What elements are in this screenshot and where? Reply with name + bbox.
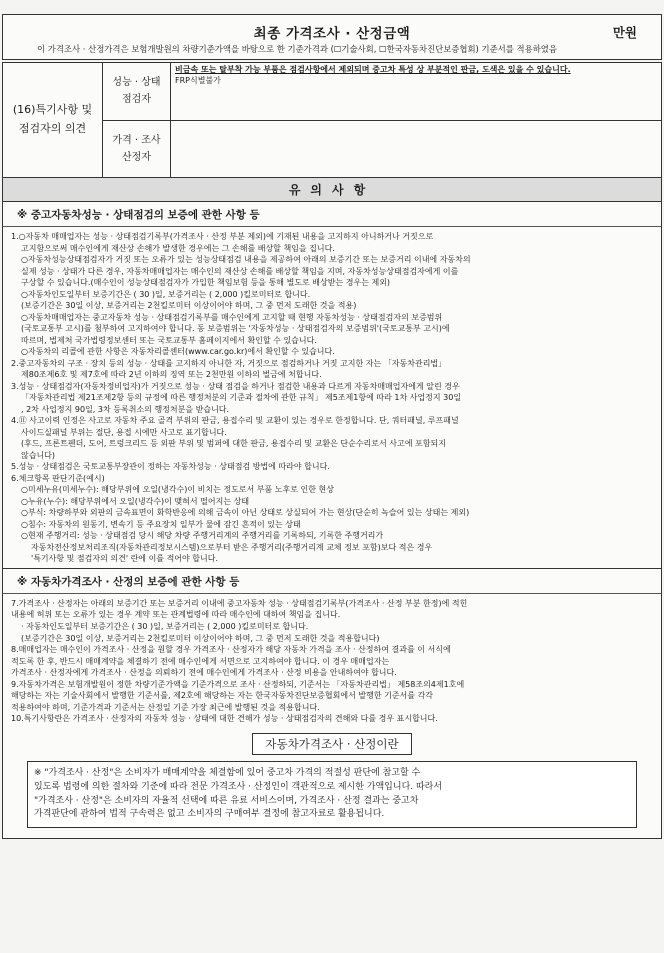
note-line: (국토교통부 고시)를 첨부하여 고지하여야 합니다. 동 보증범위는 '자동차성능 · 상태점검자의 보증범위'(국토교통부 고시)에 <box>21 324 450 334</box>
appraiser-label-line2: 산정자 <box>122 151 151 163</box>
note-line: 않습니다) <box>21 450 56 460</box>
note-line: 적용하여야 하며, 기준가격과 기준서는 산정일 기준 가장 최근에 발행된 것을 적용합니다. <box>11 702 320 712</box>
inspector-label-line1: 성능 · 상태 <box>112 77 161 89</box>
explain-line: 가격판단에 관하여 법적 구속력은 없고 소비자의 구매여부 결정에 참고자료로 활용됩니다. <box>34 809 385 820</box>
special-notes-label-line2: 점검자의 의견 <box>18 122 87 135</box>
final-price-title: 최종 가격조사 · 산정금액 <box>253 26 411 42</box>
note-line: 고지함으로써 매수인에게 재산상 손해가 발생한 경우에는 그 손해를 배상할 책임을 집니다. <box>21 243 335 253</box>
final-price-box <box>2 14 662 60</box>
note-line: (후드, 프론트펜더, 도어, 트렁크리드 등 외판 부위 및 범퍼에 대한 판금, 용접수리 및 교환은 단순수리로서 사고에 포함되지 <box>21 439 446 449</box>
note-line: 4.⑪ 사고이력 인정은 사고로 자동차 주요 골격 부위의 판금, 용접수리 및 교환이 있는 경우로 한정합니다. 단, 쿼터패널, 루프패널 <box>11 416 459 426</box>
note-line: ○자동차매매업자는 중고자동차 성능 · 상태점검기록부를 매수인에게 고지할 때 현행 자동차성능 · 상태점검자의 보증범위 <box>21 312 443 322</box>
note-line: 실제 성능 · 상태가 다른 경우, 자동차매매업자는 매수인의 재산상 손해를 배상할 책임을 지며, 자동차성능상태점검자에게 이를 <box>21 266 459 276</box>
explain-line: 있도록 법령에 의한 절차와 기준에 따라 전문 가격조사 · 산정인이 객관적으로 제시한 가액입니다. 따라서 <box>34 781 443 792</box>
note-line: 「자동차관리법 제21조제2항 등의 규정에 따른 행정처분의 기준과 절차에 관한 규칙」 제5조제1항에 따라 1차 사업정지 30일 <box>21 393 462 403</box>
note-line: ○미세누유(미세누수): 해당부위에 오일(냉각수)이 비치는 정도로서 부품 노후로 인한 현상 <box>21 485 334 495</box>
appraiser-opinion-row <box>103 120 661 178</box>
note-line: ○누유(누수): 해당부위에서 오일(냉각수)이 맺혀서 떨어지는 상태 <box>21 496 250 506</box>
special-notes-table <box>2 62 662 178</box>
note-line: 8.매매업자는 매수인이 가격조사 · 산정을 원할 경우 가격조사 · 산정자가 해당 자동차 가격을 조사 · 산정하여 결과를 이 서식에 <box>11 645 451 655</box>
notes-header: 유의사항 <box>3 178 661 202</box>
note-line: 사이드실패널 부위는 절단, 용접 시에만 사고로 표기합니다. <box>21 427 227 437</box>
inspector-opinion-row <box>103 63 661 120</box>
notes-section <box>2 178 662 839</box>
note-line: ○자동차의 리콜에 관한 사항은 자동차리콜센터(www.car.go.kr)에서 확인할 수 있습니다. <box>21 347 335 357</box>
note-line: 내용에 허위 또는 오류가 있는 경우 계약 또는 관계법령에 따라 매수인에 대하여 책임을 집니다. <box>11 610 341 620</box>
note-line: ○부식: 차량하부와 외판의 금속표면이 화학반응에 의해 금속이 아닌 상태로 상실되어 가는 현상(단순히 녹슬어 있는 상태는 제외) <box>21 508 470 518</box>
inspector-opinion-line2: FRP식별불가 <box>175 75 221 85</box>
note-line: ○현재 주행거리: 성능 · 상태점검 당시 해당 차량 주행거리계의 주행거리를 기록하되, 기록한 주행거리가 <box>21 531 384 541</box>
section2-title: ※ 자동차가격조사 · 산정의 보증에 관한 사항 등 <box>3 568 661 594</box>
price-unit: 만원 <box>612 25 637 40</box>
note-line: 9.자동차가격은 보험개발원이 정한 차량기준가액을 기준가격으로 조사 · 산정하되, 기준서는 「자동차관리법」 제58조의4제1호에 <box>11 679 465 689</box>
note-line: 2.중고자동차의 구조 · 장치 등의 성능 · 상태를 고지하지 아니한 자, 거짓으로 점검하거나 거짓 고지한 자는 「자동차관리법」 <box>11 358 447 368</box>
appraiser-opinion-text <box>171 121 661 178</box>
note-line: , 2차 사업정지 90일, 3차 등록취소의 행정처분을 받습니다. <box>21 404 230 414</box>
note-line: 10.특기사항란은 가격조사 · 산정자의 자동차 성능 · 상태에 대한 견해가 성능 · 상태점검자의 견해와 다를 경우 표시합니다. <box>11 714 438 724</box>
inspector-opinion-line1: 비금속 또는 탈부착 가능 부품은 점검사항에서 제외되며 중고차 특성 상 부분적인 판금, 도색은 있을 수 있습니다. <box>175 65 571 74</box>
note-line: ○자동차인도일부터 보증기간은 ( 30 )일, 보증거리는 ( 2,000 )킬로미터로 합니다. <box>21 289 311 299</box>
note-line: 1.○자동차 매매업자는 성능 · 상태점검기록부(가격조사 · 산정 부분 제외)에 기재된 내용을 고지하지 아니하거나 거짓으로 <box>11 232 434 241</box>
note-line: ○자동차성능상태점검자가 거짓 또는 오류가 있는 성능상태점검 내용을 제공하여 아래의 보증기간 또는 보증거리 이내에 자동차의 <box>21 255 471 265</box>
price-basis-note: 이 가격조사 · 산정가격은 보험개발원의 차량기준가액을 바탕으로 한 기준가격과 (☐기술사회, ☐한국자동차진단보증협회) 기준서를 적용하였음 <box>37 44 557 54</box>
explain-box <box>27 761 637 829</box>
section1-title: ※ 중고자동차성능 · 상태점검의 보증에 관한 사항 등 <box>3 202 661 227</box>
appraiser-label <box>103 121 171 178</box>
explain-title: 자동차가격조사 · 산정이란 <box>252 733 412 755</box>
note-line: '특기사항 및 점검자의 의견' 란에 이를 적어야 합니다. <box>31 554 219 564</box>
note-line: 제80조제6호 및 제7호에 따라 2년 이하의 징역 또는 2천만원 이하의 벌금에 처합니다. <box>21 370 322 380</box>
appraiser-label-line1: 가격 · 조사 <box>112 134 161 146</box>
note-line: (보증기간은 30일 이상, 보증거리는 2천킬로미터 이상이어야 하며, 그 중 먼저 도래한 것을 적용) <box>21 301 357 311</box>
special-notes-label-line1: (16)특기사항 및 <box>12 103 93 117</box>
special-notes-label <box>3 63 103 177</box>
note-line: 6.체크항목 판단기준(예시) <box>11 473 105 483</box>
note-line: 7.가격조사 · 산정자는 아래의 보증기간 또는 보증거리 이내에 중고자동차 성능 · 상태점검기록부(가격조사 · 산정 부분 한정)에 적힌 <box>11 598 468 608</box>
note-line: 3.성능 · 상태점검자(자동차정비업자)가 거짓으로 성능 · 상태 점검을 하거나 점검한 내용과 다르게 자동차매매업자에게 알린 경우 <box>11 381 460 391</box>
note-line: 자동차전산정보처리조직(자동차관리정보시스템)으로부터 받은 주행거리(주행거리계 교체 정보 포함)보다 적은 경우 <box>31 542 433 552</box>
inspector-label-line2: 점검자 <box>122 94 151 106</box>
explain-line: "가격조사 · 산정"은 소비자의 자율적 선택에 따른 유료 서비스이며, 가격조사 · 산정 결과는 중고차 <box>34 795 419 806</box>
explain-line: ※ "가격조사 · 산정"은 소비자가 매매계약을 체결함에 있어 중고차 가격의 적절성 판단에 참고할 수 <box>34 767 421 778</box>
section2-body <box>3 594 661 725</box>
note-line: ○침수: 자동차의 원동기, 변속기 등 주요장치 일부가 물에 잠긴 흔적이 있는 상태 <box>21 519 301 529</box>
note-line: 적도록 한 후, 반드시 매매계약을 체결하기 전에 매수인에게 서면으로 고지하여야 합니다. 이 경우 매매업자는 <box>11 656 390 666</box>
inspector-opinion-text <box>171 63 661 120</box>
note-line: · 자동차인도일부터 보증기간은 ( 30 )일, 보증거리는 ( 2,000 )킬로미터로 합니다. <box>21 621 309 631</box>
note-line: 따르며, 법제처 국가법령정보센터 또는 국토교통부 홈페이지에서 확인할 수 있습니다. <box>21 335 317 345</box>
note-line: 구상할 수 있습니다.(매수인이 성능상태점검자가 가입한 책임보험 등을 통해 별도로 배상받는 경우는 제외) <box>21 278 391 288</box>
note-line: 가격조사 · 산정자에게 가격조사 · 산정을 의뢰하기 전에 매수인에게 가격조사 · 산정 비용을 안내하여야 합니다. <box>11 668 397 678</box>
special-notes-rows <box>103 63 661 177</box>
note-line: 5.성능 · 상태점검은 국토교통부장관이 정하는 자동차성능 · 상태점검 방법에 따라야 합니다. <box>11 462 330 472</box>
note-line: 해당하는 자는 기술사회에서 발행한 기준서를, 제2호에 해당하는 자는 한국자동차진단보증협회에서 발행한 기준서를 각각 <box>11 691 434 701</box>
note-line: (보증기간은 30일 이상, 보증거리는 2천킬로미터 이상이어야 하며, 그 중 먼저 도래한 것을 적용합니다) <box>21 633 380 643</box>
section1-body <box>3 227 661 565</box>
document-page <box>2 14 662 839</box>
inspector-label <box>103 63 171 120</box>
